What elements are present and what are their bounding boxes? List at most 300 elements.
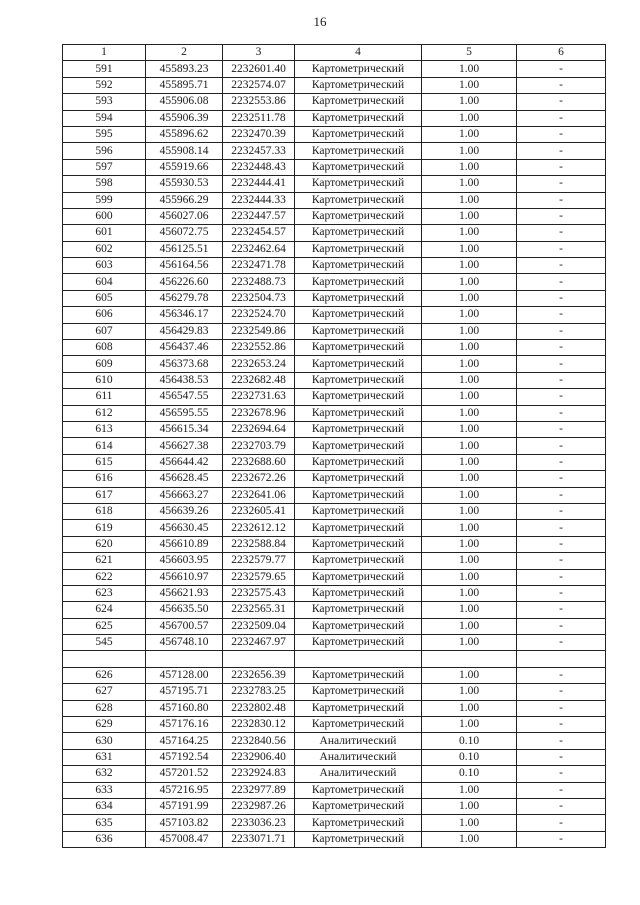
table-row <box>63 503 606 519</box>
column-header: 3 <box>223 45 295 61</box>
note-cell: - <box>517 356 606 372</box>
table-row <box>63 831 606 847</box>
note-cell: - <box>517 700 606 716</box>
method-cell: Картометрический <box>295 126 422 142</box>
point-number-cell: 629 <box>63 717 146 733</box>
y-coordinate-cell: 2232977.89 <box>223 782 295 798</box>
y-coordinate-cell: 2232588.84 <box>223 536 295 552</box>
x-coordinate-cell: 457192.54 <box>146 749 223 765</box>
accuracy-cell: 1.00 <box>422 225 517 241</box>
y-coordinate-cell: 2232579.77 <box>223 553 295 569</box>
table-row <box>63 602 606 618</box>
method-cell: Картометрический <box>295 307 422 323</box>
method-cell: Картометрический <box>295 208 422 224</box>
note-cell: - <box>517 208 606 224</box>
table-row <box>63 323 606 339</box>
method-cell: Картометрический <box>295 143 422 159</box>
y-coordinate-cell: 2232694.64 <box>223 421 295 437</box>
point-number-cell: 603 <box>63 258 146 274</box>
point-number-cell: 628 <box>63 700 146 716</box>
accuracy-cell: 1.00 <box>422 438 517 454</box>
point-number-cell: 626 <box>63 667 146 683</box>
note-cell <box>517 651 606 667</box>
accuracy-cell: 1.00 <box>422 61 517 77</box>
x-coordinate-cell: 455930.53 <box>146 176 223 192</box>
y-coordinate-cell: 2232682.48 <box>223 372 295 388</box>
table-row <box>63 389 606 405</box>
point-number-cell: 592 <box>63 77 146 93</box>
table-row <box>63 536 606 552</box>
method-cell: Картометрический <box>295 815 422 831</box>
accuracy-cell: 1.00 <box>422 389 517 405</box>
method-cell: Картометрический <box>295 340 422 356</box>
note-cell: - <box>517 438 606 454</box>
point-number-cell: 625 <box>63 618 146 634</box>
point-number-cell: 624 <box>63 602 146 618</box>
y-coordinate-cell: 2232444.41 <box>223 176 295 192</box>
x-coordinate-cell: 455906.08 <box>146 94 223 110</box>
y-coordinate-cell: 2232565.31 <box>223 602 295 618</box>
method-cell: Картометрический <box>295 241 422 257</box>
y-coordinate-cell: 2232524.70 <box>223 307 295 323</box>
note-cell: - <box>517 667 606 683</box>
table-row <box>63 569 606 585</box>
accuracy-cell: 1.00 <box>422 356 517 372</box>
method-cell: Картометрический <box>295 258 422 274</box>
note-cell: - <box>517 405 606 421</box>
x-coordinate-cell: 456610.97 <box>146 569 223 585</box>
table-row <box>63 635 606 651</box>
point-number-cell: 617 <box>63 487 146 503</box>
accuracy-cell: 1.00 <box>422 684 517 700</box>
accuracy-cell: 1.00 <box>422 176 517 192</box>
y-coordinate-cell: 2232457.33 <box>223 143 295 159</box>
y-coordinate-cell: 2232579.65 <box>223 569 295 585</box>
y-coordinate-cell: 2232575.43 <box>223 585 295 601</box>
point-number-cell: 606 <box>63 307 146 323</box>
point-number-cell: 545 <box>63 635 146 651</box>
x-coordinate-cell: 455906.39 <box>146 110 223 126</box>
x-coordinate-cell: 456438.53 <box>146 372 223 388</box>
accuracy-cell: 1.00 <box>422 635 517 651</box>
method-cell: Картометрический <box>295 225 422 241</box>
accuracy-cell: 1.00 <box>422 831 517 847</box>
table-row <box>63 421 606 437</box>
point-number-cell: 623 <box>63 585 146 601</box>
point-number-cell: 608 <box>63 340 146 356</box>
table-row <box>63 307 606 323</box>
table-row <box>63 618 606 634</box>
table-row <box>63 258 606 274</box>
y-coordinate-cell <box>223 651 295 667</box>
table-row <box>63 372 606 388</box>
accuracy-cell: 1.00 <box>422 520 517 536</box>
x-coordinate-cell: 457103.82 <box>146 815 223 831</box>
accuracy-cell: 0.10 <box>422 749 517 765</box>
y-coordinate-cell: 2232906.40 <box>223 749 295 765</box>
method-cell: Аналитический <box>295 766 422 782</box>
note-cell: - <box>517 749 606 765</box>
method-cell: Картометрический <box>295 569 422 585</box>
note-cell: - <box>517 487 606 503</box>
accuracy-cell: 1.00 <box>422 405 517 421</box>
note-cell: - <box>517 192 606 208</box>
y-coordinate-cell: 2232447.57 <box>223 208 295 224</box>
x-coordinate-cell: 457216.95 <box>146 782 223 798</box>
y-coordinate-cell: 2232448.43 <box>223 159 295 175</box>
note-cell: - <box>517 553 606 569</box>
column-header: 1 <box>63 45 146 61</box>
y-coordinate-cell: 2232470.39 <box>223 126 295 142</box>
x-coordinate-cell: 456279.78 <box>146 290 223 306</box>
y-coordinate-cell: 2232574.07 <box>223 77 295 93</box>
accuracy-cell: 1.00 <box>422 290 517 306</box>
method-cell: Картометрический <box>295 618 422 634</box>
table-row <box>63 471 606 487</box>
y-coordinate-cell: 2233036.23 <box>223 815 295 831</box>
point-number-cell: 611 <box>63 389 146 405</box>
method-cell: Картометрический <box>295 798 422 814</box>
point-number-cell: 630 <box>63 733 146 749</box>
y-coordinate-cell: 2232601.40 <box>223 61 295 77</box>
method-cell: Картометрический <box>295 782 422 798</box>
note-cell: - <box>517 290 606 306</box>
accuracy-cell: 1.00 <box>422 274 517 290</box>
y-coordinate-cell: 2232444.33 <box>223 192 295 208</box>
method-cell: Картометрический <box>295 77 422 93</box>
point-number-cell: 634 <box>63 798 146 814</box>
method-cell: Картометрический <box>295 372 422 388</box>
note-cell: - <box>517 471 606 487</box>
x-coordinate-cell <box>146 651 223 667</box>
table-row <box>63 340 606 356</box>
note-cell: - <box>517 159 606 175</box>
table-row <box>63 585 606 601</box>
point-number-cell: 632 <box>63 766 146 782</box>
method-cell: Картометрический <box>295 356 422 372</box>
table-row <box>63 553 606 569</box>
accuracy-cell: 1.00 <box>422 782 517 798</box>
accuracy-cell: 1.00 <box>422 241 517 257</box>
y-coordinate-cell: 2232641.06 <box>223 487 295 503</box>
x-coordinate-cell: 456615.34 <box>146 421 223 437</box>
point-number-cell: 597 <box>63 159 146 175</box>
table-row <box>63 159 606 175</box>
coordinates-table <box>62 44 606 848</box>
point-number-cell: 636 <box>63 831 146 847</box>
table-row <box>63 520 606 536</box>
point-number-cell: 599 <box>63 192 146 208</box>
point-number-cell: 616 <box>63 471 146 487</box>
note-cell: - <box>517 258 606 274</box>
header-row <box>63 45 606 61</box>
accuracy-cell: 1.00 <box>422 143 517 159</box>
method-cell: Картометрический <box>295 471 422 487</box>
y-coordinate-cell: 2232653.24 <box>223 356 295 372</box>
x-coordinate-cell: 455896.62 <box>146 126 223 142</box>
x-coordinate-cell: 456125.51 <box>146 241 223 257</box>
point-number-cell: 635 <box>63 815 146 831</box>
note-cell: - <box>517 372 606 388</box>
y-coordinate-cell: 2232605.41 <box>223 503 295 519</box>
note-cell: - <box>517 323 606 339</box>
y-coordinate-cell: 2232471.78 <box>223 258 295 274</box>
accuracy-cell: 1.00 <box>422 503 517 519</box>
x-coordinate-cell: 457008.47 <box>146 831 223 847</box>
point-number-cell: 627 <box>63 684 146 700</box>
accuracy-cell: 1.00 <box>422 585 517 601</box>
x-coordinate-cell: 455895.71 <box>146 77 223 93</box>
point-number-cell: 620 <box>63 536 146 552</box>
point-number-cell: 601 <box>63 225 146 241</box>
note-cell: - <box>517 569 606 585</box>
point-number-cell: 618 <box>63 503 146 519</box>
x-coordinate-cell: 455908.14 <box>146 143 223 159</box>
table-row <box>63 290 606 306</box>
accuracy-cell: 1.00 <box>422 717 517 733</box>
y-coordinate-cell: 2232703.79 <box>223 438 295 454</box>
accuracy-cell: 1.00 <box>422 536 517 552</box>
table-body <box>63 61 606 848</box>
table-row <box>63 241 606 257</box>
accuracy-cell: 1.00 <box>422 700 517 716</box>
note-cell: - <box>517 94 606 110</box>
table-row <box>63 176 606 192</box>
x-coordinate-cell: 456027.06 <box>146 208 223 224</box>
table-header <box>63 45 606 61</box>
table-row <box>63 438 606 454</box>
note-cell: - <box>517 110 606 126</box>
x-coordinate-cell: 455919.66 <box>146 159 223 175</box>
x-coordinate-cell: 456630.45 <box>146 520 223 536</box>
x-coordinate-cell: 455893.23 <box>146 61 223 77</box>
method-cell: Картометрический <box>295 536 422 552</box>
table-row <box>63 208 606 224</box>
table-row <box>63 61 606 77</box>
accuracy-cell: 1.00 <box>422 192 517 208</box>
table-row <box>63 143 606 159</box>
method-cell: Картометрический <box>295 487 422 503</box>
method-cell: Картометрический <box>295 61 422 77</box>
method-cell: Аналитический <box>295 733 422 749</box>
x-coordinate-cell: 456628.45 <box>146 471 223 487</box>
y-coordinate-cell: 2232924.83 <box>223 766 295 782</box>
note-cell: - <box>517 421 606 437</box>
table-row <box>63 225 606 241</box>
method-cell: Картометрический <box>295 389 422 405</box>
method-cell: Картометрический <box>295 405 422 421</box>
y-coordinate-cell: 2232678.96 <box>223 405 295 421</box>
point-number-cell: 594 <box>63 110 146 126</box>
table-row <box>63 274 606 290</box>
table-row <box>63 454 606 470</box>
x-coordinate-cell: 456663.27 <box>146 487 223 503</box>
point-number-cell: 614 <box>63 438 146 454</box>
point-number-cell: 615 <box>63 454 146 470</box>
accuracy-cell: 1.00 <box>422 815 517 831</box>
accuracy-cell: 1.00 <box>422 94 517 110</box>
note-cell: - <box>517 585 606 601</box>
x-coordinate-cell: 456635.50 <box>146 602 223 618</box>
page-number: 16 <box>313 14 327 29</box>
point-number-cell: 612 <box>63 405 146 421</box>
method-cell: Картометрический <box>295 159 422 175</box>
accuracy-cell: 1.00 <box>422 487 517 503</box>
method-cell: Картометрический <box>295 438 422 454</box>
table-row <box>63 815 606 831</box>
point-number-cell: 605 <box>63 290 146 306</box>
method-cell: Картометрический <box>295 274 422 290</box>
x-coordinate-cell: 457201.52 <box>146 766 223 782</box>
y-coordinate-cell: 2232783.25 <box>223 684 295 700</box>
x-coordinate-cell: 456437.46 <box>146 340 223 356</box>
point-number-cell: 607 <box>63 323 146 339</box>
point-number-cell: 600 <box>63 208 146 224</box>
y-coordinate-cell: 2232672.26 <box>223 471 295 487</box>
method-cell: Картометрический <box>295 831 422 847</box>
note-cell: - <box>517 454 606 470</box>
note-cell: - <box>517 77 606 93</box>
table-row <box>63 356 606 372</box>
method-cell: Картометрический <box>295 684 422 700</box>
x-coordinate-cell: 456226.60 <box>146 274 223 290</box>
point-number-cell: 609 <box>63 356 146 372</box>
accuracy-cell: 1.00 <box>422 454 517 470</box>
y-coordinate-cell: 2232656.39 <box>223 667 295 683</box>
point-number-cell <box>63 651 146 667</box>
note-cell: - <box>517 602 606 618</box>
table-row <box>63 651 606 667</box>
accuracy-cell: 0.10 <box>422 733 517 749</box>
table-row <box>63 94 606 110</box>
x-coordinate-cell: 456346.17 <box>146 307 223 323</box>
accuracy-cell: 1.00 <box>422 798 517 814</box>
x-coordinate-cell: 456164.56 <box>146 258 223 274</box>
note-cell: - <box>517 536 606 552</box>
table-row <box>63 717 606 733</box>
x-coordinate-cell: 456603.95 <box>146 553 223 569</box>
y-coordinate-cell: 2232553.86 <box>223 94 295 110</box>
point-number-cell: 619 <box>63 520 146 536</box>
note-cell: - <box>517 815 606 831</box>
note-cell: - <box>517 782 606 798</box>
note-cell: - <box>517 340 606 356</box>
table-row <box>63 782 606 798</box>
y-coordinate-cell: 2232552.86 <box>223 340 295 356</box>
accuracy-cell: 1.00 <box>422 602 517 618</box>
accuracy-cell: 1.00 <box>422 421 517 437</box>
point-number-cell: 602 <box>63 241 146 257</box>
y-coordinate-cell: 2232504.73 <box>223 290 295 306</box>
accuracy-cell: 1.00 <box>422 323 517 339</box>
accuracy-cell: 0.10 <box>422 766 517 782</box>
point-number-cell: 613 <box>63 421 146 437</box>
accuracy-cell: 1.00 <box>422 110 517 126</box>
table-row <box>63 77 606 93</box>
accuracy-cell: 1.00 <box>422 77 517 93</box>
method-cell: Картометрический <box>295 717 422 733</box>
method-cell: Картометрический <box>295 454 422 470</box>
x-coordinate-cell: 456072.75 <box>146 225 223 241</box>
y-coordinate-cell: 2232549.86 <box>223 323 295 339</box>
method-cell: Картометрический <box>295 176 422 192</box>
method-cell: Картометрический <box>295 700 422 716</box>
method-cell: Картометрический <box>295 94 422 110</box>
point-number-cell: 591 <box>63 61 146 77</box>
y-coordinate-cell: 2232688.60 <box>223 454 295 470</box>
table-row <box>63 766 606 782</box>
y-coordinate-cell: 2232467.97 <box>223 635 295 651</box>
note-cell: - <box>517 143 606 159</box>
note-cell: - <box>517 766 606 782</box>
table-row <box>63 405 606 421</box>
note-cell: - <box>517 618 606 634</box>
x-coordinate-cell: 456429.83 <box>146 323 223 339</box>
method-cell: Картометрический <box>295 635 422 651</box>
note-cell: - <box>517 61 606 77</box>
x-coordinate-cell: 456373.68 <box>146 356 223 372</box>
point-number-cell: 596 <box>63 143 146 159</box>
x-coordinate-cell: 456547.55 <box>146 389 223 405</box>
table-row <box>63 733 606 749</box>
x-coordinate-cell: 457164.25 <box>146 733 223 749</box>
x-coordinate-cell: 456700.57 <box>146 618 223 634</box>
accuracy-cell: 1.00 <box>422 307 517 323</box>
point-number-cell: 598 <box>63 176 146 192</box>
x-coordinate-cell: 457191.99 <box>146 798 223 814</box>
method-cell: Картометрический <box>295 192 422 208</box>
note-cell: - <box>517 126 606 142</box>
table-row <box>63 487 606 503</box>
column-header: 6 <box>517 45 606 61</box>
note-cell: - <box>517 307 606 323</box>
y-coordinate-cell: 2232731.63 <box>223 389 295 405</box>
table-row <box>63 667 606 683</box>
table-row <box>63 798 606 814</box>
note-cell: - <box>517 503 606 519</box>
point-number-cell: 633 <box>63 782 146 798</box>
x-coordinate-cell: 456621.93 <box>146 585 223 601</box>
method-cell: Аналитический <box>295 749 422 765</box>
point-number-cell: 593 <box>63 94 146 110</box>
note-cell: - <box>517 225 606 241</box>
x-coordinate-cell: 456639.26 <box>146 503 223 519</box>
accuracy-cell <box>422 651 517 667</box>
y-coordinate-cell: 2232511.78 <box>223 110 295 126</box>
y-coordinate-cell: 2232488.73 <box>223 274 295 290</box>
accuracy-cell: 1.00 <box>422 126 517 142</box>
accuracy-cell: 1.00 <box>422 159 517 175</box>
note-cell: - <box>517 520 606 536</box>
y-coordinate-cell: 2232987.26 <box>223 798 295 814</box>
x-coordinate-cell: 456644.42 <box>146 454 223 470</box>
x-coordinate-cell: 456627.38 <box>146 438 223 454</box>
y-coordinate-cell: 2232462.64 <box>223 241 295 257</box>
accuracy-cell: 1.00 <box>422 471 517 487</box>
point-number-cell: 621 <box>63 553 146 569</box>
note-cell: - <box>517 684 606 700</box>
method-cell <box>295 651 422 667</box>
accuracy-cell: 1.00 <box>422 667 517 683</box>
note-cell: - <box>517 241 606 257</box>
x-coordinate-cell: 456595.55 <box>146 405 223 421</box>
y-coordinate-cell: 2232612.12 <box>223 520 295 536</box>
x-coordinate-cell: 455966.29 <box>146 192 223 208</box>
method-cell: Картометрический <box>295 290 422 306</box>
y-coordinate-cell: 2232509.04 <box>223 618 295 634</box>
point-number-cell: 622 <box>63 569 146 585</box>
y-coordinate-cell: 2232840.56 <box>223 733 295 749</box>
